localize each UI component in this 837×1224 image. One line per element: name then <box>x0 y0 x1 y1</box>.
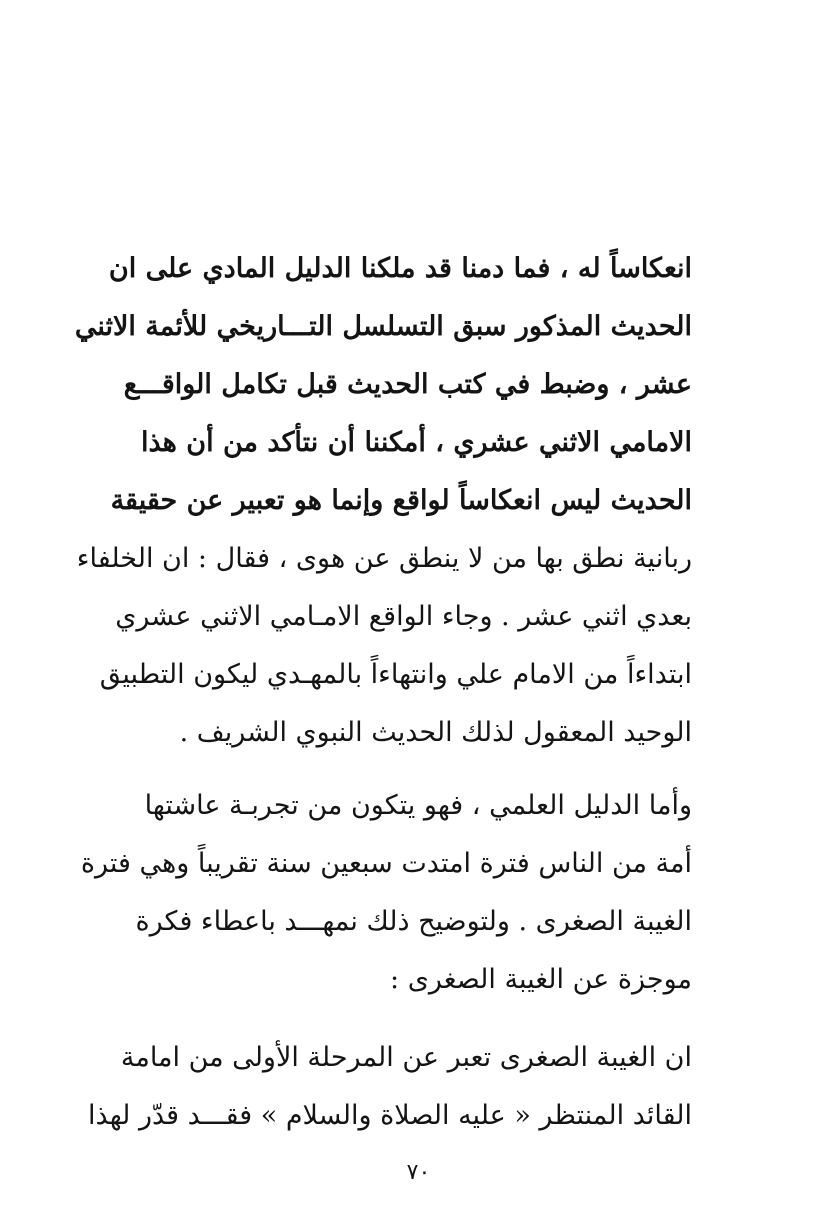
text-line: الوحيد المعقول لذلك الحديث النبوي الشريف . <box>179 717 692 748</box>
text-line: عشر ، وضبط في كتب الحديث قبل تكامل الواقـــع <box>123 369 692 400</box>
paragraph-2 <box>80 777 692 1009</box>
text-line: ابتداءاً من الامام علي وانتهاءاً بالمهـدي ليكون التطبيق <box>99 659 692 690</box>
text-line: بعدي اثني عشر . وجاء الواقع الامـامي الاثني عشري <box>115 601 692 632</box>
text-line: ربانية نطق بها من لا ينطق عن هوى ، فقال : ان الخلفاء <box>76 543 692 574</box>
paragraph-3 <box>88 1029 692 1145</box>
text-line: الحديث ليس انعكاساً لواقع وإنما هو تعبير عن حقيقة <box>110 485 692 516</box>
text-line: انعكاساً له ، فما دمنا قد ملكنا الدليل المادي على ان <box>108 253 692 284</box>
text-line: الغيبة الصغرى . ولتوضيح ذلك نمهـــد باعطاء فكرة <box>135 906 692 937</box>
text-line: موجزة عن الغيبة الصغرى : <box>390 964 692 995</box>
text-line: القائد المنتظر « عليه الصلاة والسلام » فقـــد قدّر لهذا <box>88 1100 692 1131</box>
text-line: وأما الدليل العلمي ، فهو يتكون من تجربـة عاشتها <box>144 790 692 821</box>
text-line: الحديث المذكور سبق التسلسل التـــاريخي للأئمة الاثني <box>74 311 692 342</box>
paragraph-1 <box>74 240 692 762</box>
text-line: ان الغيبة الصغرى تعبر عن المرحلة الأولى من امامة <box>120 1042 692 1073</box>
page-number: ٧٠ <box>406 1160 431 1185</box>
text-line: أمة من الناس فترة امتدت سبعين سنة تقريباً وهي فترة <box>80 848 692 879</box>
text-line: الامامي الاثني عشري ، أمكننا أن نتأكد من أن هذا <box>140 427 692 458</box>
